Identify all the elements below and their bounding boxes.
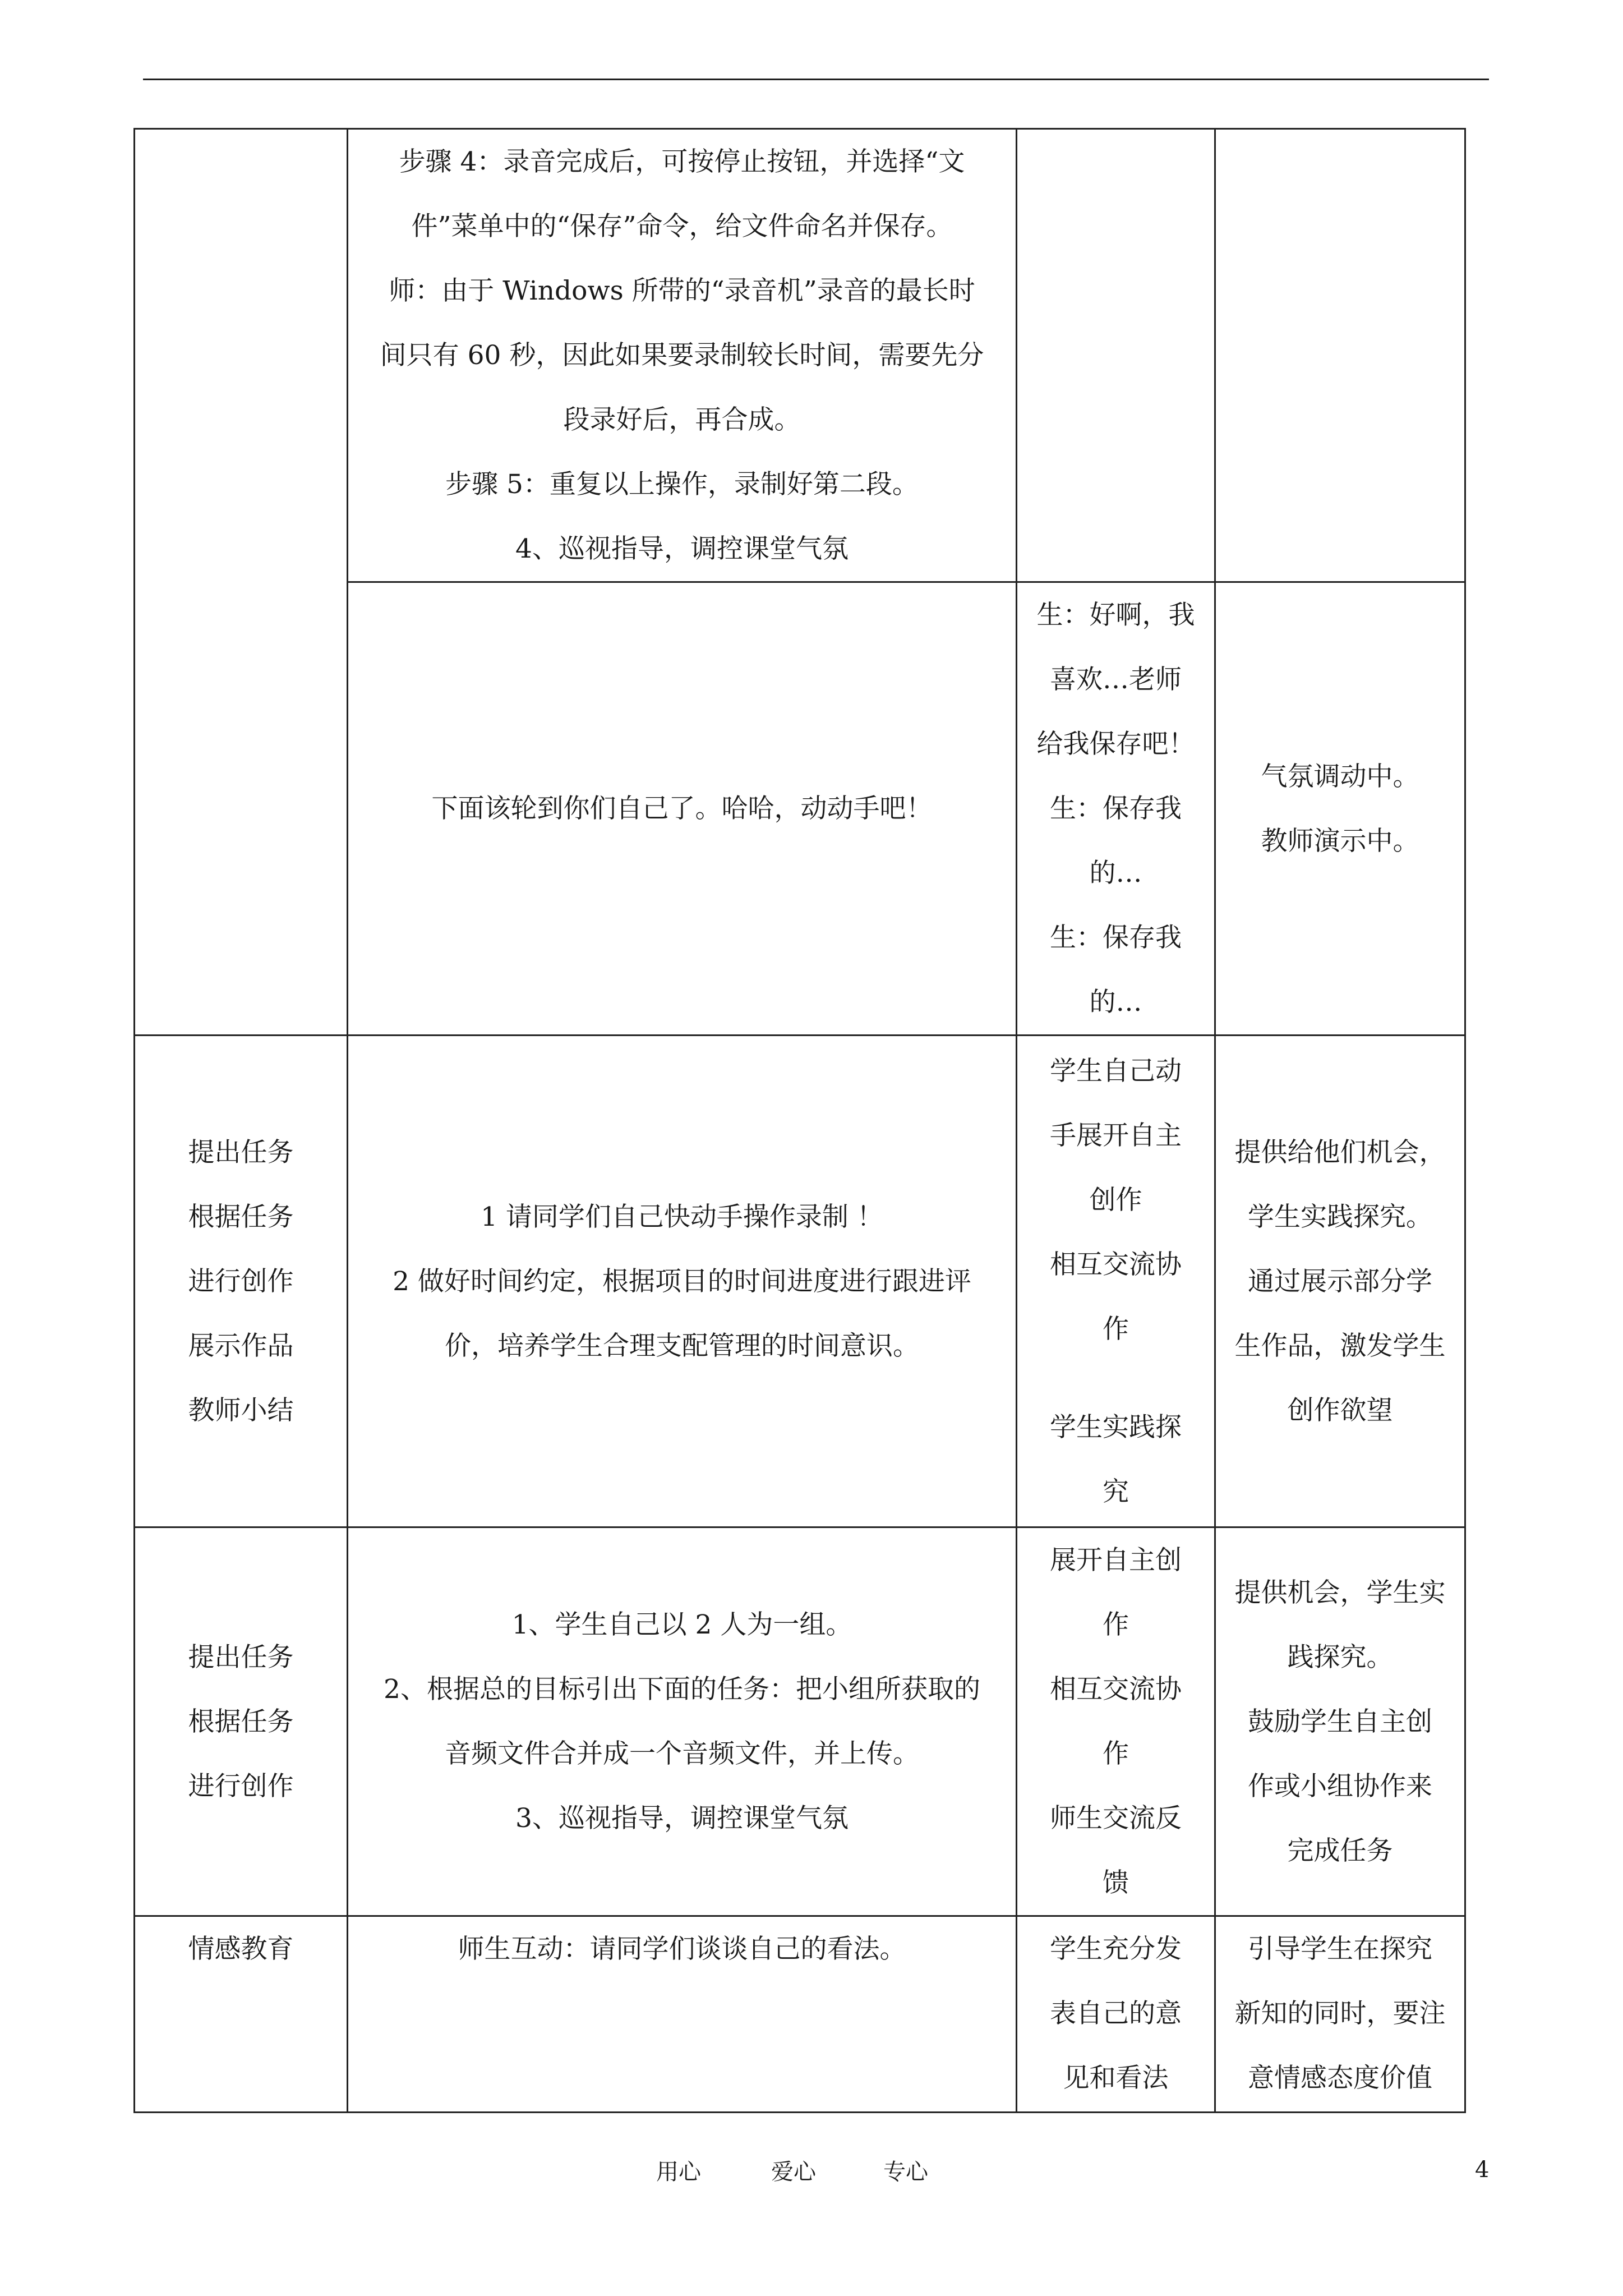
- table-row: [135, 129, 1465, 582]
- text-line: 下面该轮到你们自己了。哈哈，动动手吧！: [431, 793, 933, 824]
- table-row: [135, 1916, 1465, 2113]
- text-line: 提出任务: [188, 1137, 294, 1168]
- text-line: 手展开自主: [1050, 1120, 1182, 1151]
- text-line: 馈: [1103, 1867, 1129, 1898]
- text-line: 情感教育: [188, 1934, 294, 1964]
- teacher-activity-cell: [348, 129, 1017, 582]
- design-intent-cell: [1215, 582, 1465, 1036]
- text-line: 通过展示部分学: [1248, 1266, 1432, 1297]
- text-line: 展开自主创: [1050, 1545, 1182, 1576]
- text-line: 究: [1103, 1476, 1129, 1507]
- text-line: 1 请同学们自己快动手操作录制 ！: [481, 1201, 883, 1232]
- text-line: 进行创作: [188, 1266, 294, 1297]
- table-row: [135, 1036, 1465, 1527]
- text-line: 间只有 60 秒，因此如果要录制较长时间，需要先分: [380, 340, 984, 371]
- text-line: 创作欲望: [1287, 1395, 1393, 1426]
- text-line: 作: [1103, 1609, 1129, 1640]
- text-line: 段录好后，再合成。: [563, 404, 801, 435]
- design-intent-cell: [1215, 129, 1465, 582]
- text-line: 气氛调动中。: [1261, 761, 1419, 792]
- stage-cell: [135, 129, 348, 1036]
- text-line: 作: [1103, 1313, 1129, 1345]
- text-line: 2 做好时间约定，根据项目的时间进度进行跟进评: [393, 1266, 971, 1297]
- text-line: 给我保存吧！: [1036, 729, 1195, 760]
- page-number: 4: [1475, 2157, 1490, 2183]
- text-line: 完成任务: [1287, 1835, 1393, 1866]
- text-line: 鼓励学生自主创: [1248, 1706, 1432, 1737]
- design-intent-cell: [1215, 1036, 1465, 1527]
- text-line: 表自己的意: [1050, 1998, 1182, 2029]
- student-activity-cell: [1017, 1036, 1215, 1527]
- footer-motto-middle: 爱心: [771, 2159, 816, 2185]
- text-line: 提出任务: [188, 1641, 294, 1673]
- text-line: 作或小组协作来: [1248, 1770, 1432, 1802]
- text-line: 生作品，激发学生: [1234, 1330, 1446, 1361]
- text-line: 学生实践探究。: [1248, 1201, 1432, 1232]
- text-line: 师生互动：请同学们谈谈自己的看法。: [458, 1934, 906, 1964]
- text-line: 师：由于 Windows 所带的“录音机”录音的最长时: [389, 275, 975, 306]
- text-line: 进行创作: [188, 1770, 294, 1802]
- text-line: 教师演示中。: [1261, 825, 1419, 857]
- design-intent-cell: [1215, 1527, 1465, 1916]
- lesson-table: [133, 128, 1466, 2113]
- table-row: [135, 1527, 1465, 1916]
- text-line: 相互交流协: [1050, 1674, 1182, 1705]
- stage-cell: [135, 1036, 348, 1527]
- stage-cell: [135, 1916, 348, 2113]
- text-line: 展示作品: [188, 1330, 294, 1361]
- text-line: 件”菜单中的“保存”命令，给文件命名并保存。: [411, 211, 953, 242]
- text-line: 学生自己动: [1050, 1055, 1182, 1087]
- student-activity-cell: [1017, 582, 1215, 1036]
- text-line: 相互交流协: [1050, 1249, 1182, 1280]
- text-line: 新知的同时，要注: [1234, 1998, 1446, 2029]
- text-line: 步骤 4：录音完成后，可按停止按钮，并选择“文: [399, 146, 965, 177]
- header-rule: [143, 79, 1489, 80]
- text-line: 见和看法: [1063, 2063, 1169, 2093]
- text-line: 提供给他们机会，: [1234, 1137, 1446, 1168]
- spacer: [1023, 1361, 1209, 1395]
- text-line: 音频文件合并成一个音频文件，并上传。: [445, 1738, 919, 1769]
- text-line: 创作: [1089, 1184, 1142, 1216]
- text-line: 作: [1103, 1738, 1129, 1769]
- text-line: 生：保存我: [1050, 793, 1182, 824]
- text-line: 生：保存我: [1050, 922, 1182, 953]
- text-line: 4、巡视指导，调控课堂气氛: [515, 533, 849, 564]
- text-line: 价，培养学生合理支配管理的时间意识。: [445, 1330, 919, 1361]
- text-line: 教师小结: [188, 1395, 294, 1426]
- text-line: 引导学生在探究: [1248, 1934, 1432, 1964]
- student-activity-cell: [1017, 129, 1215, 582]
- text-line: 2、根据总的目标引出下面的任务：把小组所获取的: [384, 1674, 980, 1705]
- stage-cell: [135, 1527, 348, 1916]
- text-line: 师生交流反: [1050, 1803, 1182, 1834]
- text-line: 践探究。: [1287, 1641, 1393, 1673]
- footer-motto-left: 用心: [656, 2159, 701, 2185]
- text-line: 1、学生自己以 2 人为一组。: [511, 1609, 852, 1640]
- text-line: 意情感态度价值: [1248, 2063, 1432, 2093]
- teacher-activity-cell: [348, 1916, 1017, 2113]
- text-line: 学生充分发: [1050, 1934, 1182, 1964]
- text-line: 步骤 5：重复以上操作，录制好第二段。: [445, 469, 919, 500]
- teacher-activity-cell: [348, 582, 1017, 1036]
- student-activity-cell: [1017, 1916, 1215, 2113]
- design-intent-cell: [1215, 1916, 1465, 2113]
- text-line: 提供机会，学生实: [1234, 1577, 1446, 1608]
- text-line: 根据任务: [188, 1201, 294, 1232]
- teacher-activity-cell: [348, 1527, 1017, 1916]
- text-line: 的…: [1089, 987, 1142, 1018]
- text-line: 学生实践探: [1050, 1411, 1182, 1443]
- footer-motto-right: 专心: [883, 2159, 928, 2185]
- student-activity-cell: [1017, 1527, 1215, 1916]
- teacher-activity-cell: [348, 1036, 1017, 1527]
- text-line: 生：好啊，我: [1036, 600, 1195, 631]
- text-line: 根据任务: [188, 1706, 294, 1737]
- text-line: 的…: [1089, 858, 1142, 889]
- text-line: 3、巡视指导，调控课堂气氛: [515, 1803, 849, 1834]
- text-line: 喜欢…老师: [1050, 664, 1182, 695]
